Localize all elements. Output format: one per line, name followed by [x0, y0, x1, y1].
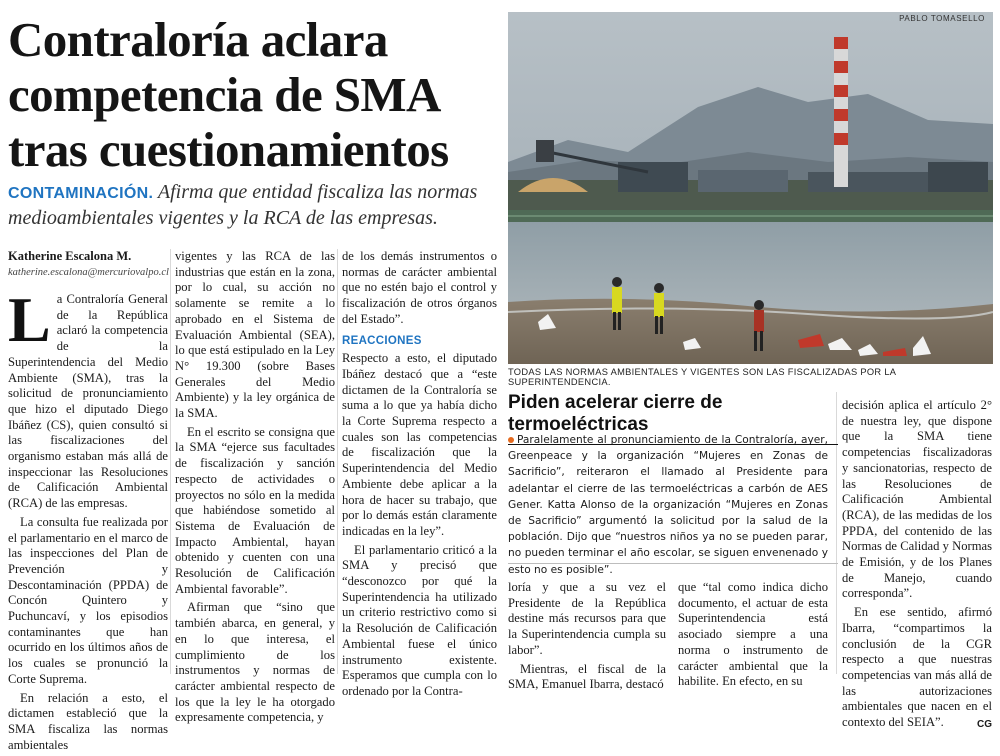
byline	[8, 249, 168, 278]
article-column-3	[342, 249, 497, 703]
article-column-2	[175, 249, 335, 729]
byline-email[interactable]: katherine.escalona@mercuriovalpo.cl	[8, 267, 169, 278]
article-paragraph: El parlamentario criticó a la SMA y precisó que “desconozco por qué la Superintendencia ha utilizado un criterio restrictivo como si la Resolución de Calificación Ambiental fuese el único instrumento existente. Esperamos que cumpla con lo ordenado por la Contra-	[342, 542, 497, 698]
article-paragraph: En ese sentido, afirmó Ibarra, “compartimos la conclusión de la CGR respecto a que nuestras competencias van más allá de las autorizaciones ambientales que nacen en el contexto del SEIA”. CG	[842, 605, 992, 731]
article-paragraph: En relación a esto, el dictamen estableció que la SMA fiscaliza las normas ambientales	[8, 690, 168, 752]
deck	[8, 180, 498, 231]
article-paragraph: Afirman que “sino que también abarca, en general, y en lo que interesa, el cumplimiento de los instrumentos y normas de carácter ambiental respecto de los que la ley le ha otorgado expresamente competencia, y	[175, 600, 335, 725]
article-paragraph: de los demás instrumentos o normas de carácter ambiental que no estén bajo el control y fiscalización de otros órganos del Estado”.	[342, 249, 497, 326]
article-column-1	[8, 284, 168, 756]
headline: Contraloría aclara competencia de SMA tras cuestionamientos	[8, 12, 449, 177]
article-paragraph: loría y que a su vez el Presidente de la República destine más recursos para que la Superintendencia cumpla su labor”.	[508, 580, 666, 657]
beach-power-plant-image	[508, 12, 993, 364]
article-photo	[508, 12, 993, 364]
photo-caption: TODAS LAS NORMAS AMBIENTALES Y VIGENTES SON LAS FISCALIZADAS POR LA SUPERINTENDENCIA.	[508, 367, 896, 387]
article-paragraph: vigentes y las RCA de las industrias que están en la zona, por lo cual, su acción no solamente se remite a lo aprobado en el Sistema de Evaluación Ambiental (SEA), lo que está estipulado en la Ley N° 19.300 (sobre Bases Generales del Medio Ambiente) y la ley orgánica de la SMA.	[175, 249, 335, 421]
sidebar-title: Piden acelerar cierre de termoeléctricas	[508, 392, 838, 445]
section-subhead: REACCIONES	[342, 334, 422, 347]
article-paragraph: decisión aplica el artículo 2° de nuestra ley, que dispone que la SMA tiene competencias fiscalizadoras y sancionatorias, respecto de las Resoluciones de Calificación Ambiental (RCA), de las medidas de los PPDA, del contenido de las Normas de Calidad y Normas de Emisión, y de los Planes de Manejo, cuando corresponda”.	[842, 398, 992, 601]
end-mark: CG	[977, 719, 992, 731]
drop-cap: L	[8, 284, 51, 355]
article-paragraph: que “tal como indica dicho documento, el actuar de esta Superintendencia está asociado siempre a una norma o instrumento de carácter ambiental que la habilite. En efecto, en su	[678, 580, 828, 689]
article-column-4	[508, 580, 666, 696]
deck-kicker: CONTAMINACIÓN.	[8, 185, 154, 202]
sidebar-body	[508, 432, 828, 578]
sidebar-text: Paralelamente al pronunciamiento de la Contraloría, ayer, Greenpeace y la organización “Mujeres en Zonas de Sacrificio”, reiteraron el llamado al Presidente para adelantar el cierre de las termoeléctricas a carbón de AES Gener. Katta Alonso de la organización “Mujeres en Zonas de Sacrificio” argumentó la solicitud por la salud de la población. Dijo que “nuestros niños ya no se pueden parar, no pueden terminar el año escolar, se siguen envenenado y esto no es posible”.	[508, 434, 828, 576]
article-paragraph: Mientras, el fiscal de la SMA, Emanuel Ibarra, destacó	[508, 661, 666, 692]
photo-credit: PABLO TOMASELLO	[899, 14, 985, 23]
byline-author: Katherine Escalona M.	[8, 249, 132, 263]
article-paragraph: La consulta fue realizada por el parlamentario en el marco de las inspecciones del Plan de Prevención y Descontaminación (PPDA) de Concón Quintero y Puchuncaví, y los episodios contaminantes que han ocurrido en los últimos años de los cuales se pronunció la Corte Suprema.	[8, 514, 168, 686]
article-column-6	[842, 398, 992, 734]
bullet-icon	[508, 437, 514, 443]
column-divider	[337, 249, 338, 674]
article-paragraph: En el escrito se consigna que la SMA “ejerce sus facultades de fiscalización y sanción respecto de actividades o proyectos no sólo en la medida que habiéndose sometido al Sistema de Evaluación de Impacto Ambiental, hayan obtenido y cuenten con una Resolución de Calificación Ambiental favorable”.	[175, 424, 335, 596]
deck-text: Afirma que entidad fiscaliza las normas medioambientales vigentes y la RCA de las empresas.	[8, 181, 478, 229]
article-paragraph: Respecto a esto, el diputado Ibáñez destacó que a “este dictamen de la Contraloría se suma a lo que ya había dicho la Corte Suprema respecto a cuales son las competencias de fiscalización que la Superintendencia del Medio Ambiente debe aplicar a la hora de hacer su trabajo, que por lo demás están claramente indicadas en la ley”.	[342, 351, 497, 538]
article-column-5	[678, 580, 828, 693]
article-paragraph: La Contraloría General de la República aclaró la competencia de la Superintendencia del Medio Ambiente (SMA), tras la solicitud de pronunciamiento que hizo el diputado Diego Ibáñez (CS), quien consultó si las fiscalizaciones del organismo estaban más allá de inspeccionar las Resoluciones de Calificación Ambiental (RCA) de las empresas.	[8, 284, 168, 511]
sidebar-divider	[508, 563, 838, 564]
column-divider	[170, 249, 171, 674]
